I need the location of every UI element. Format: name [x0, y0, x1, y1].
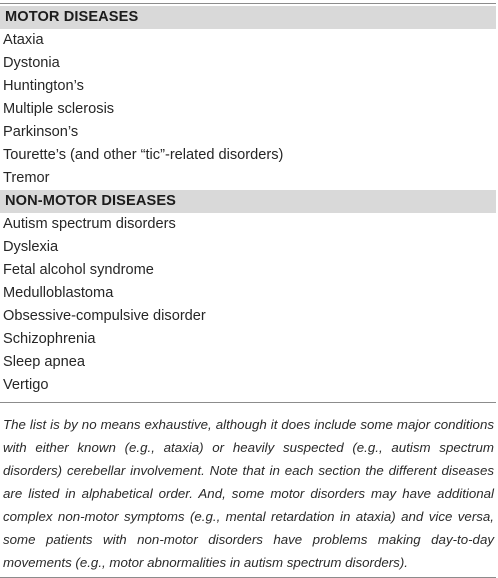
- table-footnote: The list is by no means exhaustive, although it does include some major conditions with either known (e.g., ataxia) or heavily suspected (e.g., autism spectrum disorders) cerebellar involvement. Note that in each section the different diseases are listed in alphabetical order. And, some motor disorders may have additional complex non-motor symptoms (e.g., mental retardation in ataxia) and vice versa, some patients with non-motor disorders have problems making day-to-day movements (e.g., motor abnormalities in autism spectrum disorders).: [3, 417, 494, 570]
- list-item: Multiple sclerosis: [3, 101, 115, 117]
- list-item: Huntington’s: [3, 78, 84, 94]
- list-item: Obsessive-compulsive disorder: [3, 308, 206, 324]
- motor-diseases-header: MOTOR DISEASES: [0, 6, 496, 29]
- list-item: Tremor: [3, 170, 50, 186]
- list-item: Sleep apnea: [3, 354, 85, 370]
- list-item: Vertigo: [3, 377, 49, 393]
- list-item: Dyslexia: [3, 239, 59, 255]
- disease-table: [0, 6, 496, 578]
- list-item: Ataxia: [3, 32, 44, 48]
- top-rule: [0, 3, 496, 4]
- list-item: Autism spectrum disorders: [3, 216, 176, 232]
- list-item: Fetal alcohol syndrome: [3, 262, 154, 278]
- list-item: Dystonia: [3, 55, 60, 71]
- list-item: Medulloblastoma: [3, 285, 114, 301]
- list-item: Parkinson’s: [3, 124, 79, 140]
- non-motor-diseases-header: NON-MOTOR DISEASES: [0, 190, 496, 213]
- list-item: Schizophrenia: [3, 331, 96, 347]
- list-item: Tourette’s (and other “tic”-related disorders): [3, 147, 284, 163]
